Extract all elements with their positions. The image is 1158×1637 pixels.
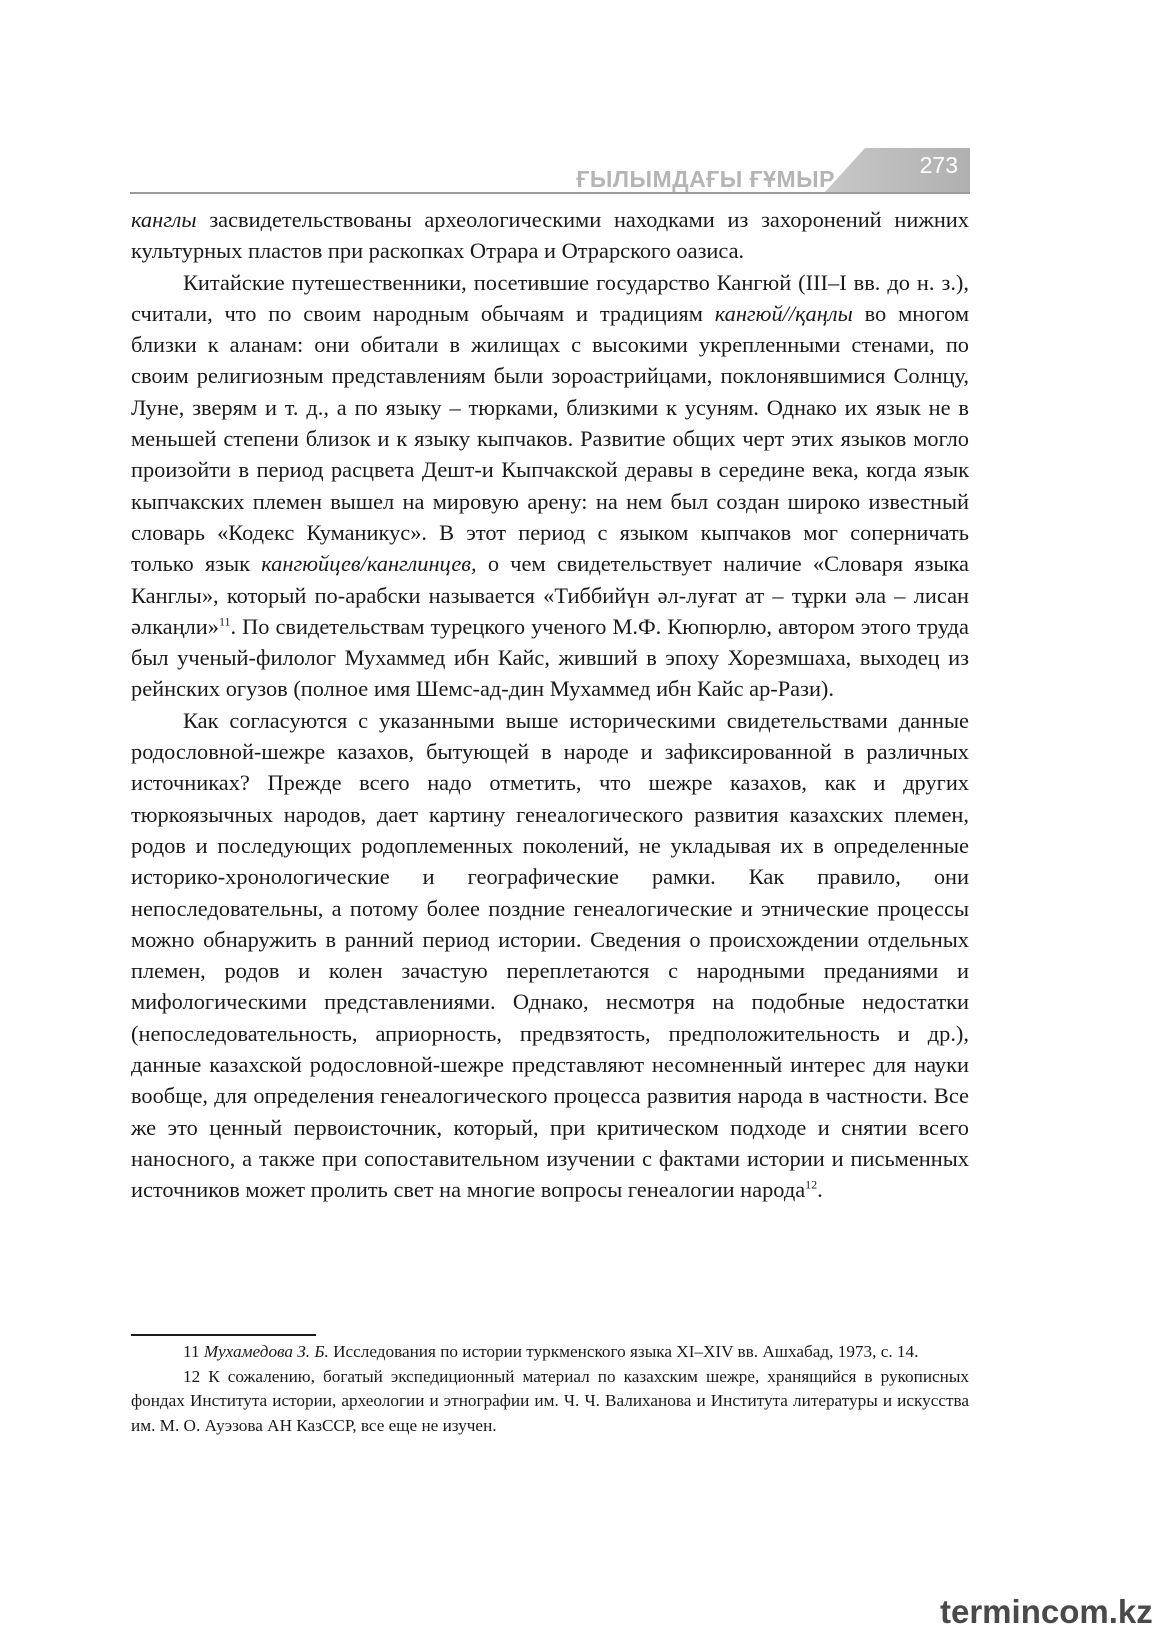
footnote-ref-12[interactable]: 12 — [805, 1177, 818, 1192]
page-number: 273 — [919, 152, 958, 178]
italic-term: кангюйцев/канглинцев, — [261, 551, 477, 577]
main-text — [131, 204, 969, 1206]
footnote-author: Мухамедова З. Б. — [203, 1342, 329, 1361]
footnote-12: 12 К сожалению, богатый экспедиционный материал по казахским шежре, хранящийся в рукописных фондах Института истории, археологии и этнографии им. Ч. Ч. Валиханова и Института литературы и искусства им. М. О. Ауэзова АН КазССР, все еще не изучен. — [131, 1366, 969, 1435]
paragraph-1: канглы засвидетельствованы археологическими находками из захоронений нижних культурных пластов при раскопках Отрара и Отрарского оазиса. — [131, 207, 969, 264]
header-rule — [130, 192, 970, 194]
footnotes — [131, 1340, 969, 1438]
paragraph-2: Китайские путешественники, посетившие государство Кангюй (III–I вв. до н. з.), считали, что по своим народным обычаям и традициям кангюй//қаңлы во многом близки к аланам: они обитали в жилищах с высокими укрепленными стенами, по своим религиозным представлениям были зороастрийцами, поклонявшимися Солнцу, Луне, зверям и т. д., а по языку – тюрками, близкими к усуням. Однако их язык не в меньшей степени близок и к языку кыпчаков. Развитие общих черт этих языков могло произойти в период расцвета Дешт-и Кыпчакской деравы в середине века, когда язык кыпчакских племен вышел на мировую арену: на нем был создан широко известный словарь «Кодекс Куманикус». В этот период с языком кыпчаков мог соперничать только язык кангюйцев/канглинцев, о чем свидетельствует наличие «Словаря языка Канглы», который по-арабски называется «Тиббийүн әл-луғат ат – тұрки әла – лисан әлкаңли»$^{11}$. По свидетельствам турецкого ученого М.Ф. Кюпюрлю, автором этого труда был ученый-филолог Мухаммед ибн Кайс, живший в эпоху Хорезмшаха, выходец из рейнских огузов (полное имя Шемс-ад-дин Мухаммед ибн Кайс ар-Рази). — [131, 269, 969, 702]
footnote-separator — [131, 1334, 316, 1336]
footnote-ref-11[interactable]: 11 — [218, 614, 231, 629]
watermark-logo: termincom.kz — [940, 1593, 1153, 1630]
italic-term: кангюй//қаңлы — [714, 300, 853, 326]
footnote-11: 11 Мухамедова З. Б. Исследования по истории туркменского языка XI–XIV вв. Ашхабад, 1973, с. 14. — [183, 1342, 919, 1361]
paragraph-3: Как согласуются с указанными выше историческими свидетельствами данные родословной-шежре казахов, бытующей в народе и зафиксированной в различных источниках? Прежде всего надо отметить, что шежре казахов, как и других тюркоязычных народов, дает картину генеалогического развития казахских племен, родов и последующих родоплеменных поколений, не укладывая их в определенные историко-хронологические и географические рамки. Как правило, они непоследовательны, а потому более поздние генеалогические и этнические процессы можно обнаружить в ранний период истории. Сведения о происхождении отдельных племен, родов и колен зачастую переплетаются с народными преданиями и мифологическими представлениями. Однако, несмотря на подобные недостатки (непоследовательность, априорность, предвзятость, предположительность и др.), данные казахской родословной-шежре представляют несомненный интерес для науки вообще, для определения генеалогического процесса развития народа в частности. Все же это ценный первоисточник, который, при критическом подходе и снятии всего наносного, а также при сопоставительном изучении с фактами истории и письменных источников может пролить свет на многие вопросы генеалогии народа$^{12}$. — [131, 707, 969, 1203]
italic-term: канглы — [131, 207, 197, 232]
running-header — [130, 148, 970, 194]
running-header-title: ҒЫЛЫМДАҒЫ ҒҰМЫР — [576, 166, 835, 192]
